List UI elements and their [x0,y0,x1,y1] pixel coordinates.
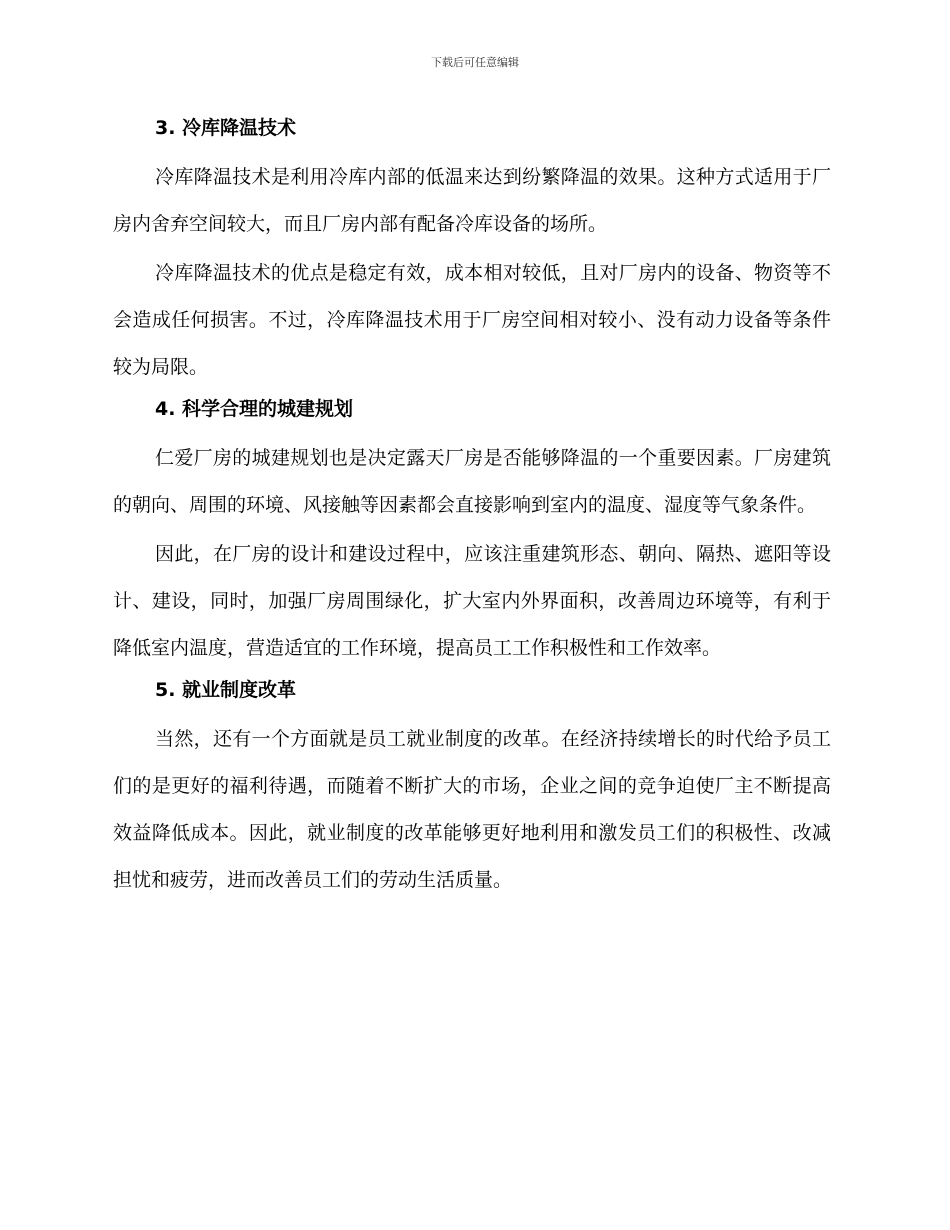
section-heading: 4. 科学合理的城建规划 [155,398,354,420]
paragraph: 仁爱厂房的城建规划也是决定露天厂房是否能够降温的一个重要因素。厂房建筑的朝向、周围的环境、风接触等因素都会直接影响到室内的温度、湿度等气象条件。 [113,447,831,516]
section-3 [113,112,831,391]
paragraph: 当然，还有一个方面就是员工就业制度的改革。在经济持续增长的时代给予员工们的是更好的福利待遇，而随着不断扩大的市场，企业之间的竞争迫使厂主不断提高效益降低成本。因此，就业制度的改革能够更好地利用和激发员工们的积极性、改减担忧和疲劳，进而改善员工们的劳动生活质量。 [113,728,831,891]
section-heading: 3. 冷库降温技术 [155,117,297,139]
section-5 [113,674,831,904]
section-4 [113,393,831,672]
paragraph: 冷库降温技术是利用冷库内部的低温来达到纷繁降温的效果。这种方式适用于厂房内舍弃空间较大，而且厂房内部有配备冷库设备的场所。 [113,166,831,235]
paragraph: 冷库降温技术的优点是稳定有效，成本相对较低，且对厂房内的设备、物资等不会造成任何损害。不过，冷库降温技术用于厂房空间相对较小、没有动力设备等条件较为局限。 [113,262,831,378]
paragraph: 因此，在厂房的设计和建设过程中，应该注重建筑形态、朝向、隔热、遮阳等设计、建设，同时，加强厂房周围绿化，扩大室内外界面积，改善周边环境等，有利于降低室内温度，营造适宜的工作环境，提高员工工作积极性和工作效率。 [113,543,831,659]
section-heading: 5. 就业制度改革 [155,679,297,701]
header-note: 下载后可任意编辑 [431,56,519,69]
document-body [113,112,831,906]
